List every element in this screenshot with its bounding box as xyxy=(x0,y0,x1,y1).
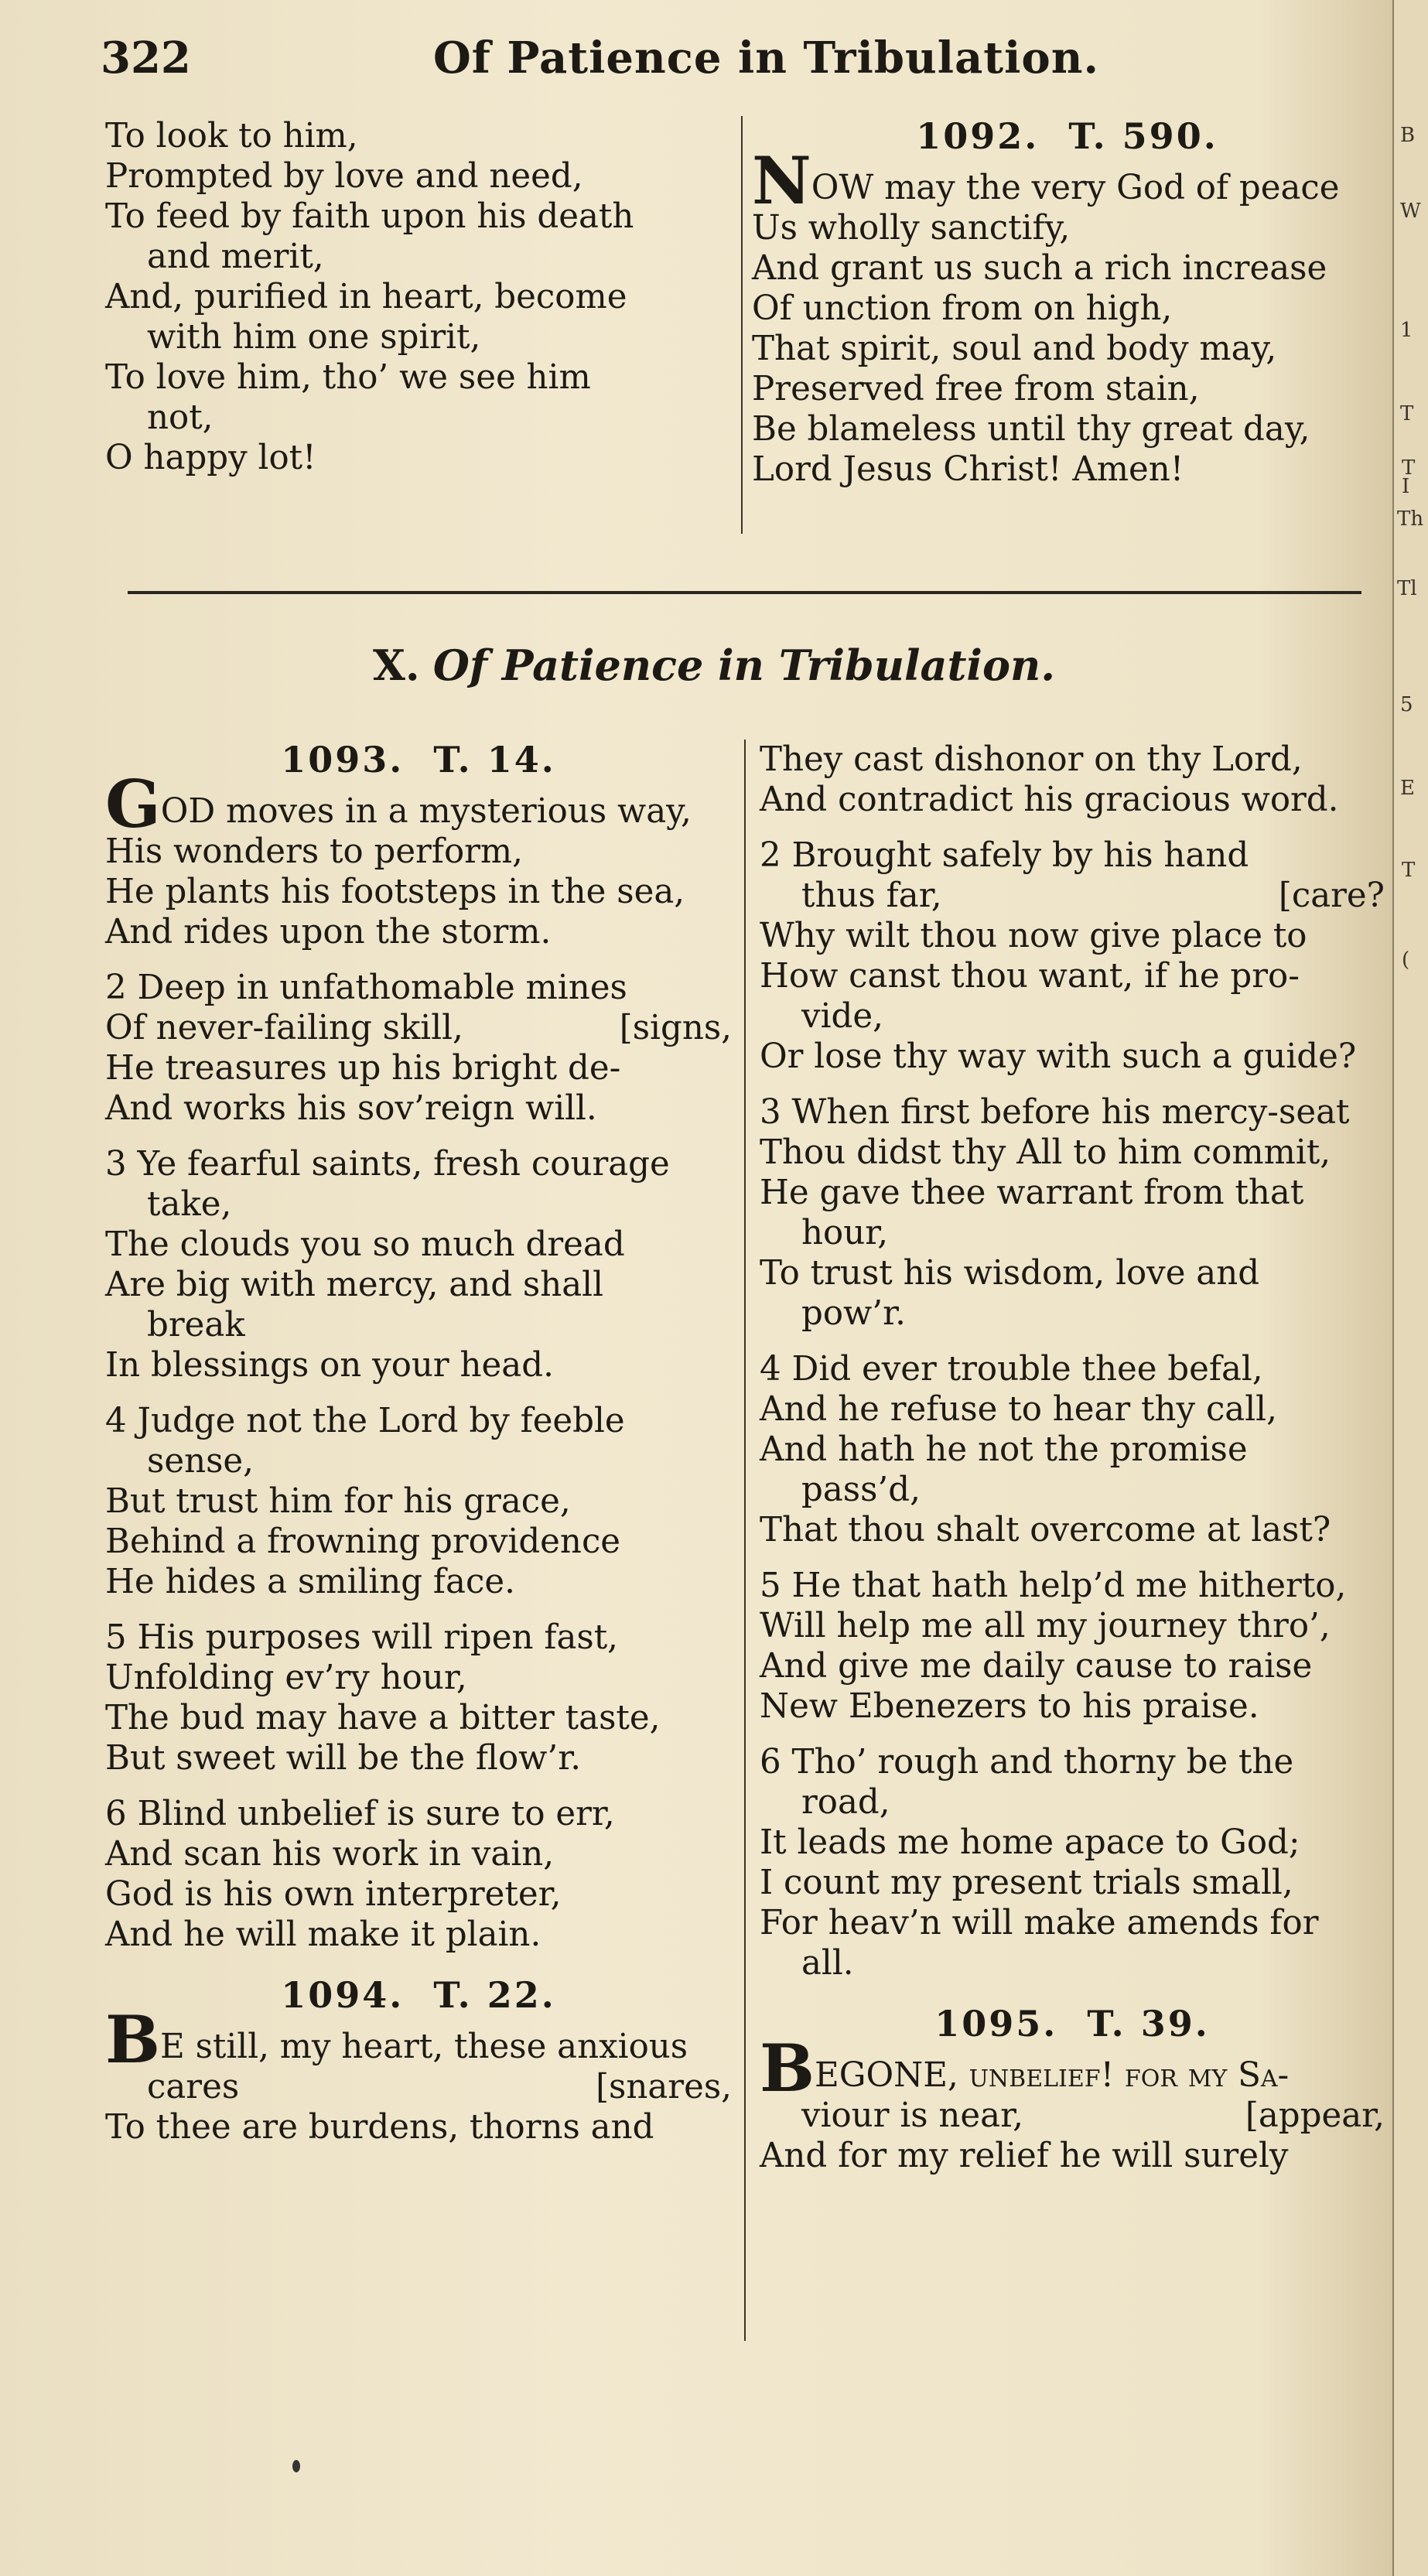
verse-line: Of never-failing skill, xyxy=(105,1009,463,1047)
verse-line: Prompted by love and need, xyxy=(105,157,583,196)
verse-line: Will help me all my journey thro’, xyxy=(760,1607,1331,1645)
page-number: 322 xyxy=(101,32,191,84)
verse-line: Unfolding ev’ry hour, xyxy=(105,1659,467,1697)
margin-fragment: W xyxy=(1400,200,1421,223)
section-numeral: X. xyxy=(372,641,420,690)
verse-line: His wonders to perform, xyxy=(105,832,524,871)
verse-line: They cast dishonor on thy Lord, xyxy=(760,740,1303,779)
margin-fragment: Tl xyxy=(1397,577,1417,600)
margin-fragment: T xyxy=(1402,456,1416,480)
verse-line: Why wilt thou now give place to xyxy=(760,917,1307,955)
verse-line: cares xyxy=(147,2068,240,2106)
margin-fragment: 5 xyxy=(1400,693,1413,716)
hymn-number: 1095. xyxy=(934,2003,1058,2045)
verse-line: 5 He that hath help’d me hitherto, xyxy=(760,1566,1347,1605)
drop-cap: N xyxy=(752,142,811,219)
verse-line: O happy lot! xyxy=(105,439,316,477)
hymn-1092 xyxy=(752,116,1382,490)
verse-line: 6 Tho’ rough and thorny be the xyxy=(760,1743,1294,1782)
drop-cap: B xyxy=(760,2030,815,2106)
verse-line: I count my present trials small, xyxy=(760,1864,1293,1902)
verse-line: And contradict his gracious word. xyxy=(760,781,1339,819)
verse-line: Preserved free from stain, xyxy=(752,370,1200,408)
verse-line: E still, my heart, these anxious xyxy=(160,2028,688,2066)
hymn-heading xyxy=(105,740,732,780)
verse-line: pass’d, xyxy=(801,1471,921,1509)
verse-line: And works his sov’reign will. xyxy=(105,1089,597,1128)
hymn-number: 1094. xyxy=(281,1974,405,2016)
section-title xyxy=(0,641,1428,690)
page-header xyxy=(101,32,1377,87)
tune-number: T. 22. xyxy=(433,1974,556,2016)
hymn-heading xyxy=(760,2004,1385,2044)
verse-line: break xyxy=(147,1306,245,1344)
verse-line: And grant us such a rich increase xyxy=(752,249,1327,288)
verse-line: Be blameless until thy great day, xyxy=(752,410,1310,449)
tune-number: T. 590. xyxy=(1068,115,1218,157)
verse-line: 2 Brought safely by his hand xyxy=(760,836,1249,875)
verse-line: pow’r. xyxy=(801,1294,906,1333)
verse-line: To thee are burdens, thorns and xyxy=(105,2108,654,2147)
margin-fragment: 1 xyxy=(1400,319,1413,342)
verse-line: But sweet will be the flow’r. xyxy=(105,1739,582,1778)
verse-line: 6 Blind unbelief is sure to err, xyxy=(105,1795,615,1833)
verse-line: OD moves in a mysterious way, xyxy=(160,792,692,831)
verse-line: not, xyxy=(147,398,214,437)
section-divider xyxy=(128,591,1361,594)
hymn-number: 1093. xyxy=(281,739,405,781)
verse-line: Of unction from on high, xyxy=(752,289,1173,328)
verse-line: and merit, xyxy=(147,237,324,276)
verse-line: Or lose thy way with such a guide? xyxy=(760,1037,1357,1076)
hymn-heading xyxy=(105,1975,732,2015)
verse-line: And he refuse to hear thy call, xyxy=(760,1390,1277,1429)
verse-line: That spirit, soul and body may, xyxy=(752,330,1277,368)
hymn-number: 1092. xyxy=(916,115,1040,157)
verse-line: And give me daily cause to raise xyxy=(760,1647,1313,1686)
verse-line: He hides a smiling face. xyxy=(105,1563,515,1601)
verse-line: To look to him, xyxy=(105,117,358,155)
margin-fragment: ( xyxy=(1402,948,1410,972)
verse-line: vide, xyxy=(801,997,883,1036)
verse-turnover: [signs, xyxy=(619,1009,732,1047)
drop-cap: B xyxy=(105,2001,160,2078)
verse-line: And rides upon the storm. xyxy=(105,913,552,951)
verse-line: God is his own interpreter, xyxy=(105,1875,562,1914)
verse-line: EGONE, unbelief! for my Sa- xyxy=(815,2056,1290,2095)
verse-line: 3 Ye fearful saints, fresh courage xyxy=(105,1145,670,1184)
verse-line: And hath he not the promise xyxy=(760,1430,1248,1469)
column-divider xyxy=(744,740,746,2341)
verse-line: The clouds you so much dread xyxy=(105,1225,625,1264)
verse-line: And for my relief he will surely xyxy=(760,2137,1289,2175)
verse-line: 2 Deep in unfathomable mines xyxy=(105,969,627,1007)
verse-line: He plants his footsteps in the sea, xyxy=(105,873,685,911)
verse-line: And he will make it plain. xyxy=(105,1915,541,1954)
tune-number: T. 14. xyxy=(433,739,556,781)
verse-line: thus far, xyxy=(801,876,942,915)
section-name: Of Patience in Tribulation. xyxy=(432,641,1056,690)
verse-line: Behind a frowning providence xyxy=(105,1522,621,1561)
previous-hymn-ending xyxy=(105,116,724,478)
verse-line: all. xyxy=(801,1944,854,1983)
column-divider xyxy=(741,116,743,534)
verse-line: In blessings on your head. xyxy=(105,1346,554,1385)
verse-line: New Ebenezers to his praise. xyxy=(760,1687,1259,1726)
margin-fragment: T xyxy=(1400,402,1414,425)
verse-line: And scan his work in vain, xyxy=(105,1835,555,1874)
drop-cap: G xyxy=(105,766,161,842)
margin-fragment: E xyxy=(1400,777,1415,800)
margin-fragment: I xyxy=(1402,475,1410,498)
verse-line: Lord Jesus Christ! Amen! xyxy=(752,450,1184,489)
margin-fragment: T xyxy=(1402,859,1416,882)
right-column xyxy=(760,740,1385,2176)
verse-line: That thou shalt overcome at last? xyxy=(760,1511,1331,1549)
verse-turnover: [snares, xyxy=(596,2068,732,2106)
verse-line: sense, xyxy=(147,1442,254,1481)
facing-page-edge xyxy=(1392,0,1428,2576)
verse-line: 4 Judge not the Lord by feeble xyxy=(105,1402,625,1440)
verse-line: Are big with mercy, and shall xyxy=(105,1266,604,1304)
verse-line: He treasures up his bright de- xyxy=(105,1049,621,1088)
verse-line: viour is near, xyxy=(801,2096,1023,2135)
margin-fragment: B xyxy=(1400,124,1416,147)
verse-line: road, xyxy=(801,1783,890,1822)
verse-line: 4 Did ever trouble thee befal, xyxy=(760,1350,1263,1389)
verse-line: OW may the very God of peace xyxy=(811,169,1340,207)
margin-fragment: Th xyxy=(1397,507,1424,531)
verse-line: 5 His purposes will ripen fast, xyxy=(105,1618,619,1657)
verse-line: take, xyxy=(147,1185,232,1224)
hymn-heading xyxy=(752,116,1382,156)
verse-line: It leads me home apace to God; xyxy=(760,1823,1300,1862)
verse-line: For heav’n will make amends for xyxy=(760,1904,1319,1942)
verse-line: with him one spirit, xyxy=(147,318,481,357)
tune-number: T. 39. xyxy=(1087,2003,1210,2045)
verse-line: To love him, tho’ we see him xyxy=(105,358,591,397)
verse-line: He gave thee warrant from that xyxy=(760,1174,1304,1212)
verse-line: And, purified in heart, become xyxy=(105,278,627,316)
verse-line: How canst thou want, if he pro- xyxy=(760,957,1300,996)
verse-line: The bud may have a bitter taste, xyxy=(105,1699,661,1737)
verse-line: But trust him for his grace, xyxy=(105,1482,571,1521)
left-column xyxy=(105,740,732,2147)
verse-line: To trust his wisdom, love and xyxy=(760,1254,1260,1293)
verse-line: 3 When first before his mercy-seat xyxy=(760,1093,1350,1132)
verse-turnover: [care? xyxy=(1278,876,1385,915)
running-title: Of Patience in Tribulation. xyxy=(433,32,1099,84)
verse-line: To feed by faith upon his death xyxy=(105,197,634,236)
verse-line: Us wholly sanctify, xyxy=(752,209,1071,248)
verse-turnover: [appear, xyxy=(1245,2096,1385,2135)
verse-line: hour, xyxy=(801,1214,889,1252)
verse-line: Thou didst thy All to him commit, xyxy=(760,1133,1331,1172)
ink-spot xyxy=(292,2460,300,2472)
